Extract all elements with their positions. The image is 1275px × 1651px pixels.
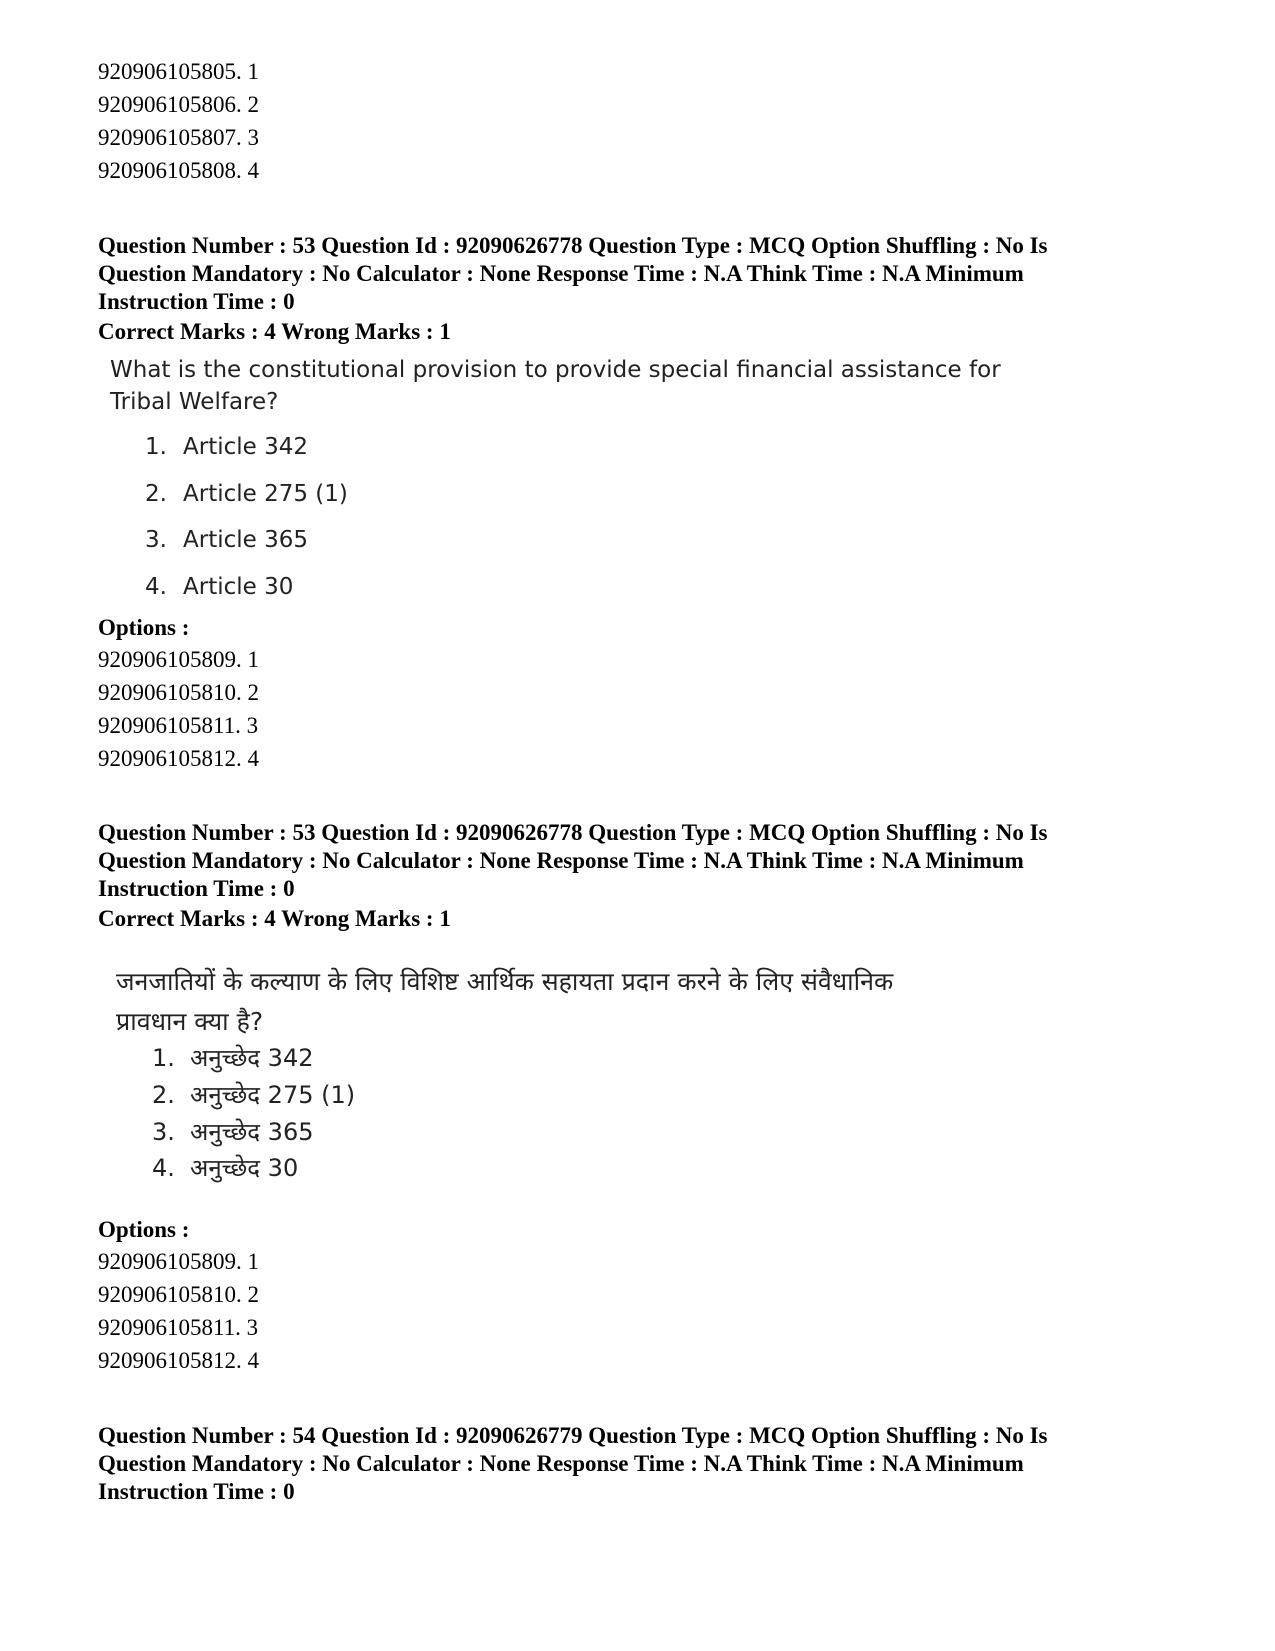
- option-id-line: 920906105808. 4: [98, 158, 259, 183]
- question-text-line: Tribal Welfare?: [110, 389, 279, 415]
- answer-choice: [152, 1043, 314, 1073]
- options-label: Options :: [98, 1217, 190, 1242]
- answer-choice: [152, 1153, 298, 1183]
- choice-text: Article 342: [183, 434, 308, 460]
- choice-number: 4.: [145, 574, 167, 600]
- question-header-line: Question Mandatory : No Calculator : None Response Time : N.A Think Time : N.A Minimum: [98, 261, 1024, 286]
- answer-choice: [145, 479, 348, 509]
- answer-choice: [145, 572, 293, 602]
- marks-line: Correct Marks : 4 Wrong Marks : 1: [98, 319, 451, 344]
- question-header-line: Instruction Time : 0: [98, 289, 295, 314]
- answer-choice: [145, 432, 308, 462]
- option-id-line: 920906105805. 1: [98, 59, 259, 84]
- choice-text: अनुच्छेद 342: [190, 1044, 314, 1072]
- choice-text: अनुच्छेद 30: [190, 1154, 299, 1182]
- choice-text: अनुच्छेद 365: [190, 1118, 314, 1146]
- question-header: [98, 232, 1178, 316]
- option-id-line: 920906105807. 3: [98, 125, 259, 150]
- options-label: Options :: [98, 615, 190, 640]
- answer-choice: [152, 1117, 314, 1147]
- question-header-line: Instruction Time : 0: [98, 1479, 295, 1504]
- choice-number: 3.: [152, 1118, 175, 1146]
- question-header-line: Question Number : 53 Question Id : 92090626778 Question Type : MCQ Option Shuffling : No Is: [98, 820, 1048, 845]
- option-id-line: 920906105810. 2: [98, 680, 259, 705]
- choice-number: 4.: [152, 1154, 175, 1182]
- choice-number: 1.: [145, 434, 167, 460]
- question-text-line: प्रावधान क्या है?: [116, 1007, 264, 1036]
- choice-text: अनुच्छेद 275 (1): [190, 1081, 356, 1109]
- question-header-line: Question Mandatory : No Calculator : None Response Time : N.A Think Time : N.A Minimum: [98, 848, 1024, 873]
- option-id-line: 920906105810. 2: [98, 1282, 259, 1307]
- option-id-line: 920906105809. 1: [98, 647, 259, 672]
- choice-text: Article 365: [183, 527, 308, 553]
- question-header-line: Question Number : 54 Question Id : 92090626779 Question Type : MCQ Option Shuffling : No Is: [98, 1423, 1048, 1448]
- question-header: [98, 1422, 1178, 1506]
- option-id-line: 920906105809. 1: [98, 1249, 259, 1274]
- option-id-line: 920906105812. 4: [98, 746, 259, 771]
- choice-number: 2.: [145, 481, 167, 507]
- question-header: [98, 819, 1178, 903]
- marks-line: Correct Marks : 4 Wrong Marks : 1: [98, 906, 451, 931]
- question-text-line: What is the constitutional provision to provide special financial assistance for: [110, 357, 1001, 383]
- answer-choice: [152, 1080, 355, 1110]
- choice-number: 2.: [152, 1081, 175, 1109]
- choice-text: Article 275 (1): [183, 481, 348, 507]
- question-text-line: जनजातियों के कल्याण के लिए विशिष्ट आर्थिक सहायता प्रदान करने के लिए संवैधानिक: [116, 967, 894, 996]
- option-id-line: 920906105806. 2: [98, 92, 259, 117]
- option-id-line: 920906105811. 3: [98, 713, 259, 738]
- answer-choice: [145, 525, 308, 555]
- question-header-line: Question Number : 53 Question Id : 92090626778 Question Type : MCQ Option Shuffling : No Is: [98, 233, 1048, 258]
- option-id-line: 920906105812. 4: [98, 1348, 259, 1373]
- choice-text: Article 30: [183, 574, 294, 600]
- question-header-line: Instruction Time : 0: [98, 876, 295, 901]
- choice-number: 3.: [145, 527, 167, 553]
- choice-number: 1.: [152, 1044, 175, 1072]
- option-id-line: 920906105811. 3: [98, 1315, 259, 1340]
- question-header-line: Question Mandatory : No Calculator : None Response Time : N.A Think Time : N.A Minimum: [98, 1451, 1024, 1476]
